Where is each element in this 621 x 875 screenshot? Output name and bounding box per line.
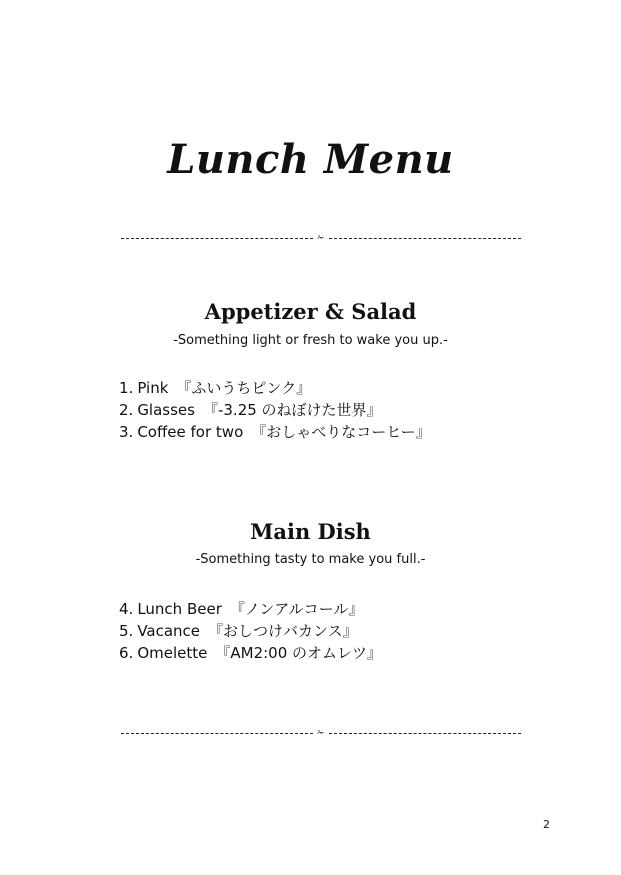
section-title-appetizer: Appetizer & Salad (204, 299, 417, 324)
menu-item (119, 399, 431, 421)
page-title: Lunch Menu (167, 136, 454, 183)
item-number: 6. (119, 644, 134, 662)
item-japanese-name: 『おしつけバカンス』 (208, 622, 358, 640)
item-name: Pink (137, 379, 169, 397)
item-japanese-name: 『AM2:00 のオムレツ』 (215, 644, 383, 662)
item-name: Coffee for two (137, 423, 244, 441)
appetizer-list (119, 377, 431, 443)
item-japanese-name: 『ノンアルコール』 (229, 600, 364, 618)
dashed-line (329, 733, 521, 734)
item-number: 4. (119, 600, 134, 618)
item-number: 5. (119, 622, 134, 640)
item-japanese-name: 『-3.25 のねぼけた世界』 (202, 401, 382, 419)
item-name: Glasses (137, 401, 195, 419)
dashed-line (121, 733, 313, 734)
section-subtitle-appetizer: -Something light or fresh to wake you up.- (173, 333, 448, 348)
item-name: Omelette (137, 644, 208, 662)
divider-bottom (121, 725, 521, 739)
item-number: 1. (119, 379, 134, 397)
scissors-icon: ✁ (317, 725, 325, 739)
menu-item (119, 421, 431, 443)
menu-item (119, 620, 382, 642)
item-japanese-name: 『ふいうちピンク』 (176, 379, 312, 397)
menu-item (119, 377, 431, 399)
item-name: Vacance (137, 622, 201, 640)
main-dish-list (119, 598, 382, 664)
page-number: 2 (543, 818, 550, 831)
dashed-line (329, 238, 521, 239)
menu-item (119, 598, 382, 620)
item-number: 2. (119, 401, 134, 419)
section-subtitle-main: -Something tasty to make you full.- (195, 552, 426, 567)
section-title-main: Main Dish (250, 519, 371, 544)
dashed-line (121, 238, 313, 239)
item-name: Lunch Beer (137, 600, 222, 618)
divider-top (121, 230, 521, 244)
menu-item (119, 642, 382, 664)
item-japanese-name: 『おしゃべりなコーヒー』 (251, 423, 431, 441)
item-number: 3. (119, 423, 134, 441)
scissors-icon: ✁ (317, 230, 325, 244)
